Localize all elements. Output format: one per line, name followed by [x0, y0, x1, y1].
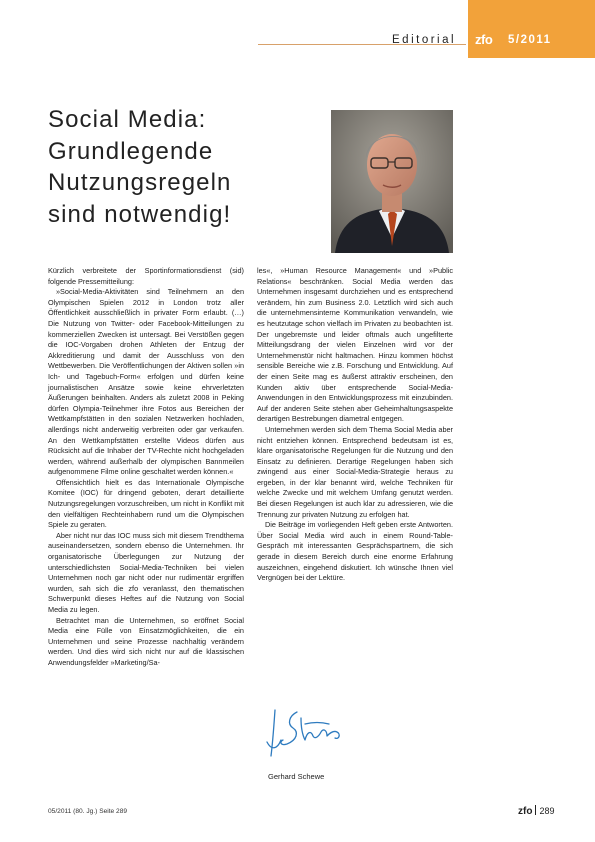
- footer-separator: [535, 805, 536, 815]
- footer-citation: 05/2011 (80. Jg.) Seite 289: [48, 808, 128, 815]
- author-portrait: [331, 110, 453, 253]
- page-number: 289: [539, 806, 555, 816]
- footer-brand: zfo: [518, 806, 533, 817]
- article-title: [48, 104, 308, 230]
- title-line: Nutzungsregeln: [48, 169, 232, 196]
- text-column-right: [257, 266, 453, 584]
- paragraph: Kürzlich verbreitete der Sportinformationsdienst (sid) folgende Pressemitteilung:: [48, 266, 244, 286]
- paragraph: Aber nicht nur das IOC muss sich mit diesem Trendthema auseinandersetzen, sondern ebenso die Unternehmen. Ihr organisatorische Überlegungen zur Nutzung der unterschiedlichsten Social-Media-Techniken bei vielen Unternehmen noch gar nicht oder nur rudimentär ergriffen wurden, sah sich die zfo veranlasst, den thematischen Schwerpunkt dieses Heftes auf die Nutzung von Social Media zu legen.: [48, 530, 244, 614]
- paragraph: Betrachtet man die Unternehmen, so eröffnet Social Media eine Fülle von Einsatzmöglichkeiten, die ein Unternehmen und seine Prozesse nachhaltig verändern werden. Und dies wird sich nicht nur auf die klassischen Anwendungsfelder »Marketing/Sa-: [48, 615, 244, 667]
- paragraph: les«, »Human Resource Management« und »Public Relations« beschränken. Social Media werden das Unternehmen insgesamt durchziehen und es entsprechend verändern, hin zum Business 2.0. Letztlich wird sich auch die unternehmensinterne Kommunikation verwandeln, wie es heutzutage schon vielfach im Privaten zu beobachten ist. Der ungebremste und leider oftmals auch ungefilterte Mitteilungsdrang der vielen Einzelnen wird vor der Unternehmenstür nicht haltmachen. Hinzu kommen höchst sensible Bereiche wie z.B. Forschung und Entwicklung. Auf der einen Seite mag es äußerst attraktiv erscheinen, den Kunden aktiv über entsprechende Social-Media-Anwendungen in den Entwicklungsprozess mit einzubinden. Auf der anderen Seite stehen aber Geheimhaltungsaspekte derartigen Bestrebungen diametral entgegen.: [257, 266, 453, 424]
- text-column-left: [48, 266, 244, 669]
- footer-page: [518, 805, 554, 817]
- journal-brand: zfo: [475, 32, 493, 47]
- title-line: Social Media:: [48, 106, 207, 133]
- title-line: Grundlegende: [48, 137, 214, 165]
- section-label: Editorial: [392, 34, 457, 46]
- title-line: sind notwendig!: [48, 200, 232, 228]
- handwritten-signature: [261, 706, 351, 762]
- paragraph: Offensichtlich hielt es das Internationale Olympische Komitee (IOC) für dringend geboten, derart detaillierte Nutzungsregelungen vorzuschreiben, um nicht in Konflikt mit den vielfältigen Rechteinhabern rund um die Olympischen Spiele zu geraten.: [48, 477, 244, 530]
- paragraph: »Social-Media-Aktivitäten sind Teilnehmern an den Olympischen Spielen 2012 in London trotz aller Öffentlichkeit ausschließlich in privater Form erlaubt. (…) Die Nutzung von Twitter- oder Facebook-Mitteilungen zu kommerziellen Zwecken ist untersagt. Bei Verstößen gegen die IOC-Vorgaben drohen Athleten der Entzug der Akkreditierung und damit der Ausschluss von den Wettbewerben. Die Veröffentlichungen der Aktiven sollen »in Ich- und Tagebuch-Form« erfolgen und dürfen keine journalistischen Ansätze sowie keine ehrverletzten Äußerungen beinhalten. Anders als zuletzt 2008 in Peking dürfen Olympia-Teilnehmer ihre Fotos aus Bereichen der Wettkampfstätten in den sozialen Netzwerken hochladen, allerdings nicht anderweitig verbreiten oder gar verkaufen. An den Wettkampfstätten erstellte Videos dürfen aus Rücksicht auf die Inhaber der TV-Rechte nicht hochgeladen werden, während außerhalb der olympischen Bannmeilen aufgenommene Filme online geschaltet werden können.«: [48, 287, 244, 477]
- paragraph: Unternehmen werden sich dem Thema Social Media aber nicht entziehen können. Entsprechend bedeutsam ist es, klare organisatorische Regelungen für die Nutzung und den Einsatz zu definieren. Derartige Regelungen haben sich zwingend aus einer Social-Media-Strategie heraus zu ergeben, in der klar benannt wird, welche Techniken für welche Zwecke und mit welchem Umfang genutzt werden. Bei diesen Regelungen ist auch klar zu adressieren, wie die Trennung zur privaten Nutzung zu erfolgen hat.: [257, 424, 453, 519]
- signature-name: Gerhard Schewe: [268, 772, 325, 781]
- header-accent-tab: [468, 0, 595, 58]
- issue-number: 5/2011: [508, 34, 552, 46]
- paragraph: Die Beiträge im vorliegenden Heft geben erste Antworten. Über Social Media wird auch in einem Round-Table-Gespräch mit interessanten Gesprächspartnern, die sich gerade in diesem Bereich durch eine enorme Erfahrung auszeichnen, eingehend diskutiert. Ich wünsche Ihnen viel Vergnügen bei der Lektüre.: [257, 520, 453, 583]
